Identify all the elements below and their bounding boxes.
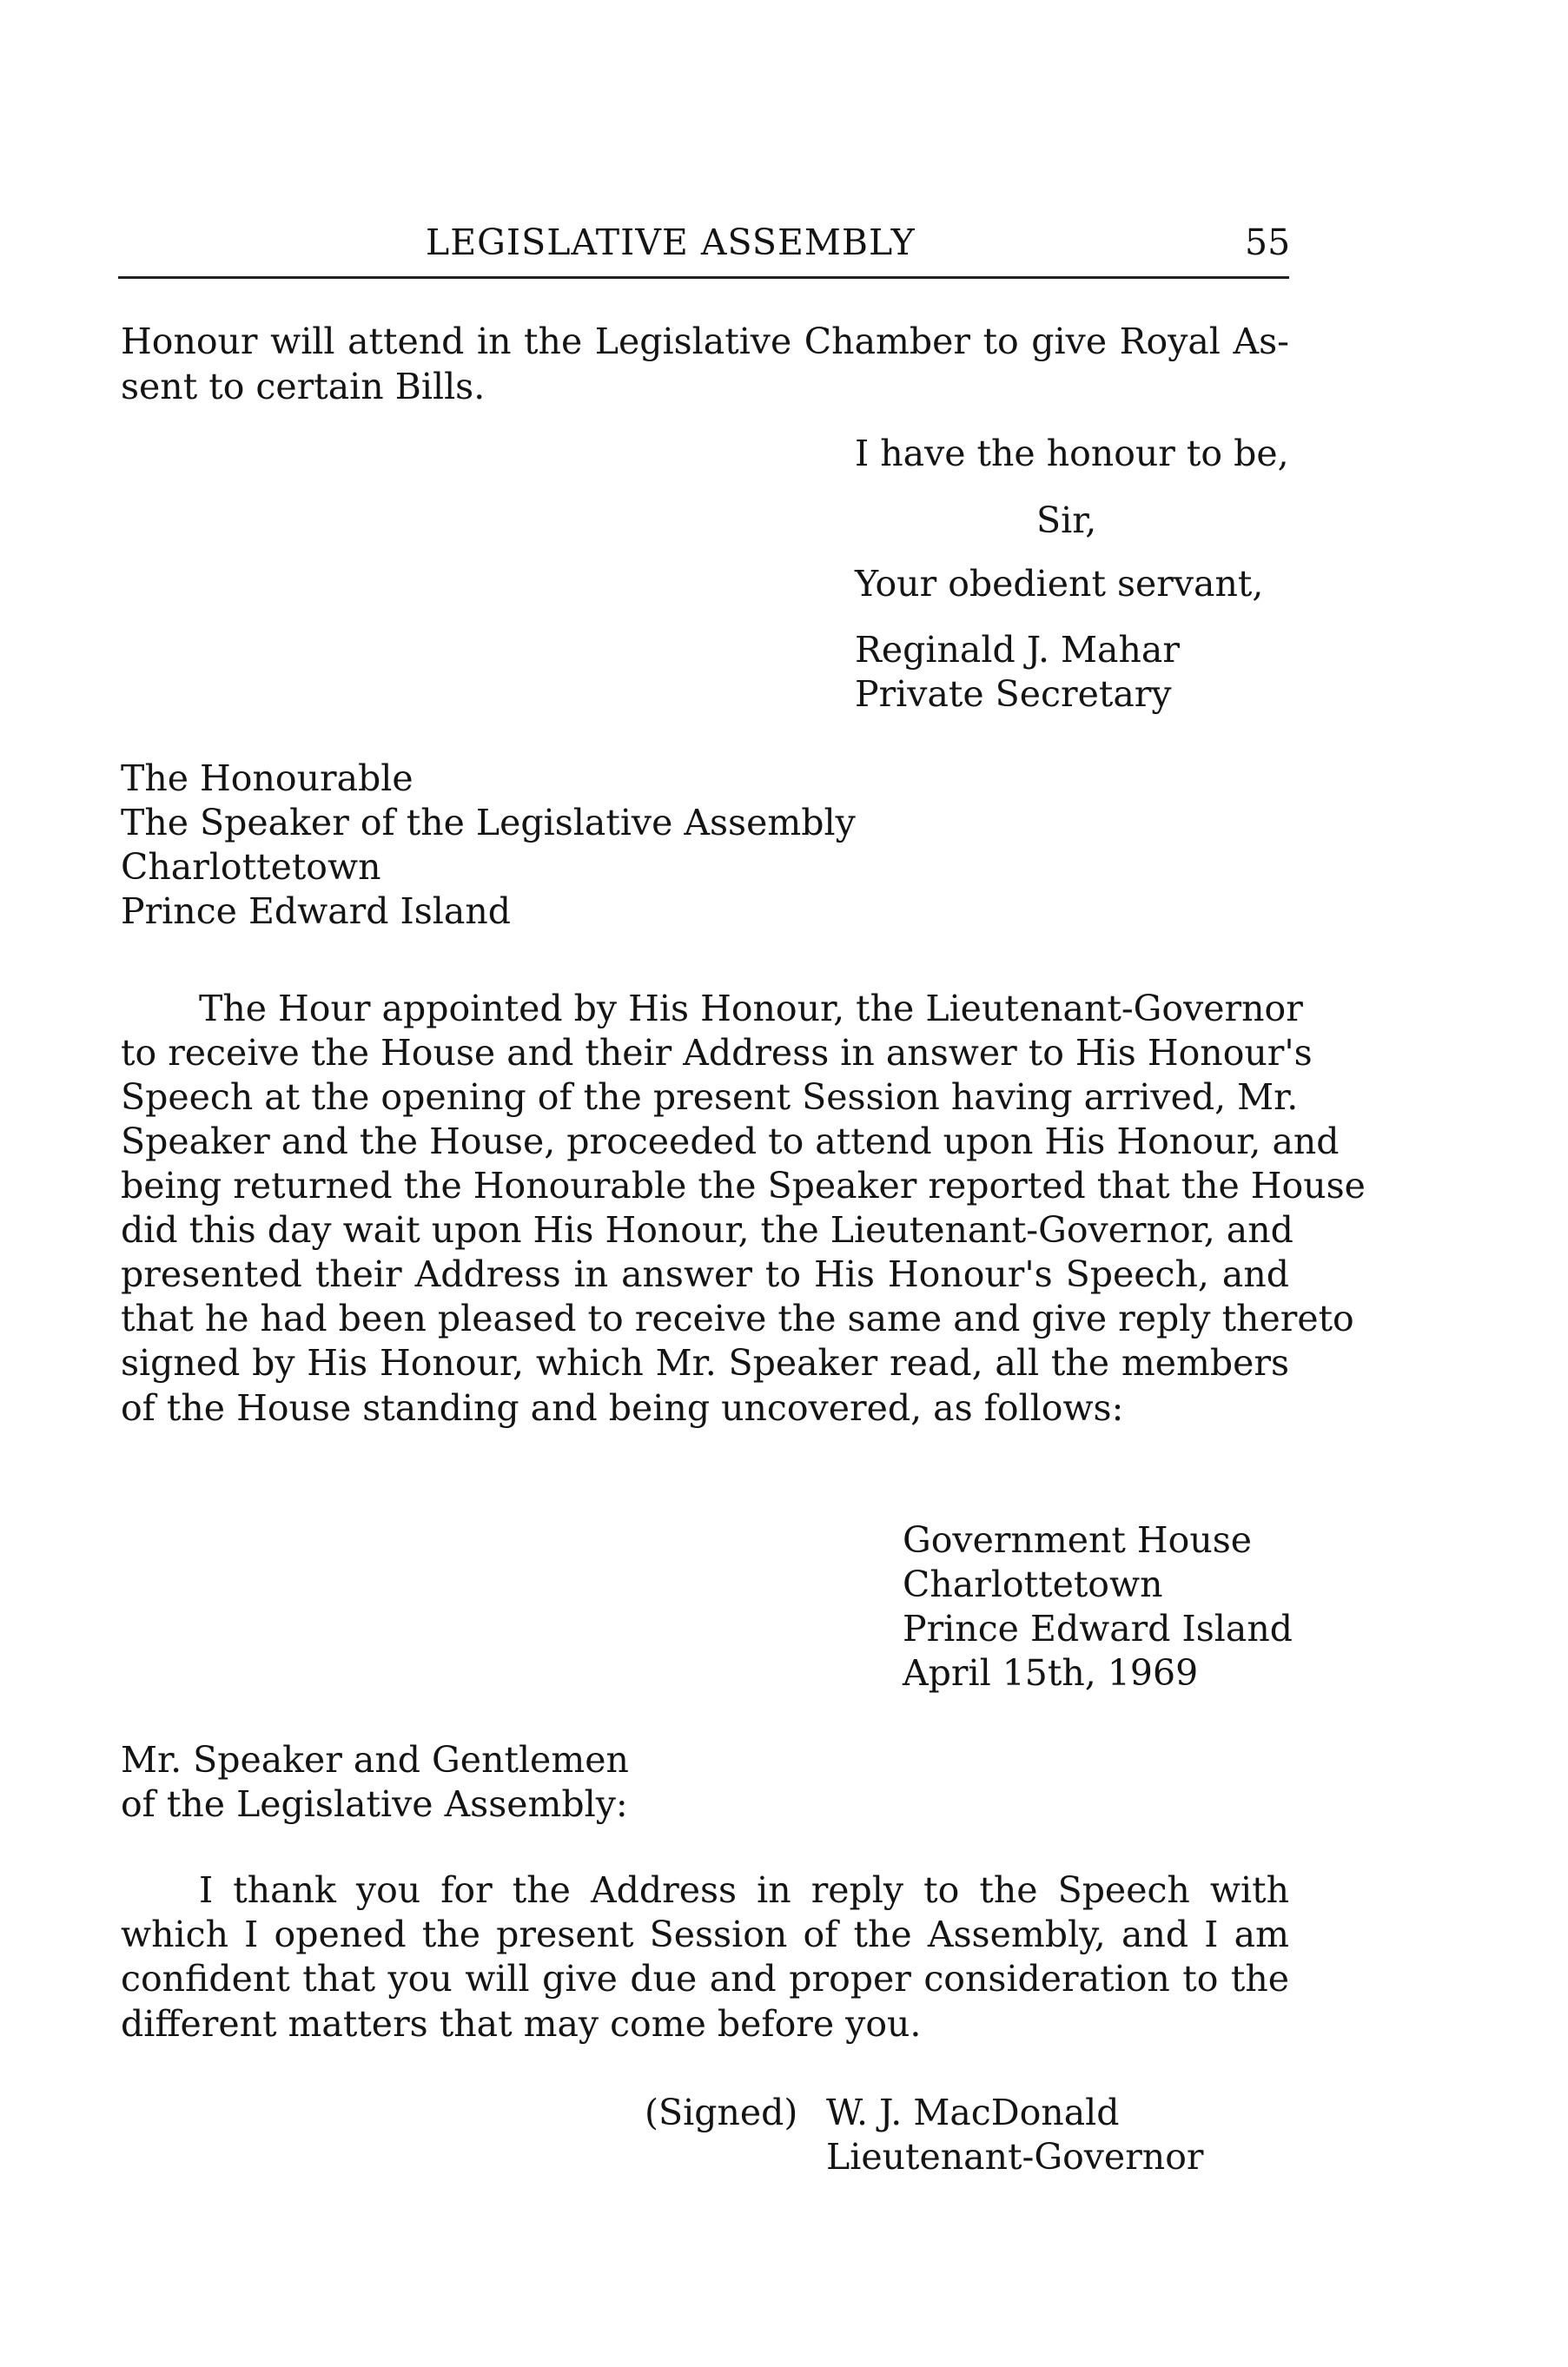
signatory-title: Lieutenant-Governor bbox=[826, 2136, 1204, 2178]
narrative-line: that he had been pleased to receive the same and give reply thereto bbox=[121, 1298, 1354, 1339]
narrative-line: of the House standing and being uncovered, as follows: bbox=[121, 1387, 1124, 1429]
reply-location-line: Charlottetown bbox=[903, 1564, 1163, 1605]
reply-body-line: different matters that may come before you. bbox=[121, 2003, 922, 2045]
narrative-line: did this day wait upon His Honour, the Lieutenant-Governor, and bbox=[121, 1209, 1293, 1251]
closing-signatory-name: Reginald J. Mahar bbox=[855, 629, 1180, 671]
narrative-line: The Hour appointed by His Honour, the Lieutenant-Governor bbox=[199, 988, 1303, 1029]
closing-signatory-title: Private Secretary bbox=[855, 673, 1172, 715]
reply-date: April 15th, 1969 bbox=[903, 1652, 1199, 1694]
narrative-line: Speaker and the House, proceeded to attend upon His Honour, and bbox=[121, 1121, 1340, 1162]
signatory-name: W. J. MacDonald bbox=[826, 2092, 1120, 2133]
addressee-line: The Speaker of the Legislative Assembly bbox=[121, 802, 856, 843]
intro-line: sent to certain Bills. bbox=[121, 366, 486, 407]
reply-body-line: confident that you will give due and proper consideration to the bbox=[121, 1958, 1289, 2000]
signed-label: (Signed) bbox=[645, 2092, 798, 2133]
narrative-line: signed by His Honour, which Mr. Speaker read, all the members bbox=[121, 1342, 1289, 1384]
narrative-line: being returned the Honourable the Speaker reported that the House bbox=[121, 1165, 1366, 1207]
addressee-line: The Honourable bbox=[121, 757, 414, 799]
reply-body-line: which I opened the present Session of the Assembly, and I am bbox=[121, 1914, 1289, 1955]
narrative-line: Speech at the opening of the present Session having arrived, Mr. bbox=[121, 1076, 1299, 1118]
narrative-line: presented their Address in answer to His Honour's Speech, and bbox=[121, 1253, 1289, 1295]
reply-body-line: I thank you for the Address in reply to the Speech with bbox=[199, 1869, 1289, 1911]
closing-line: I have the honour to be, bbox=[855, 433, 1289, 474]
page-number: 55 bbox=[1245, 221, 1291, 263]
running-header-title: LEGISLATIVE ASSEMBLY bbox=[426, 221, 916, 263]
reply-greeting-line: of the Legislative Assembly: bbox=[121, 1783, 628, 1825]
narrative-line: to receive the House and their Address in answer to His Honour's bbox=[121, 1032, 1313, 1074]
header-rule bbox=[118, 276, 1289, 279]
intro-line: Honour will attend in the Legislative Chamber to give Royal As- bbox=[121, 321, 1289, 362]
closing-salutation: Sir, bbox=[1036, 499, 1097, 541]
addressee-line: Charlottetown bbox=[121, 846, 381, 888]
addressee-line: Prince Edward Island bbox=[121, 890, 511, 932]
reply-location-line: Government House bbox=[903, 1519, 1253, 1561]
reply-location-line: Prince Edward Island bbox=[903, 1608, 1293, 1650]
reply-greeting-line: Mr. Speaker and Gentlemen bbox=[121, 1739, 629, 1781]
closing-line: Your obedient servant, bbox=[855, 563, 1264, 605]
